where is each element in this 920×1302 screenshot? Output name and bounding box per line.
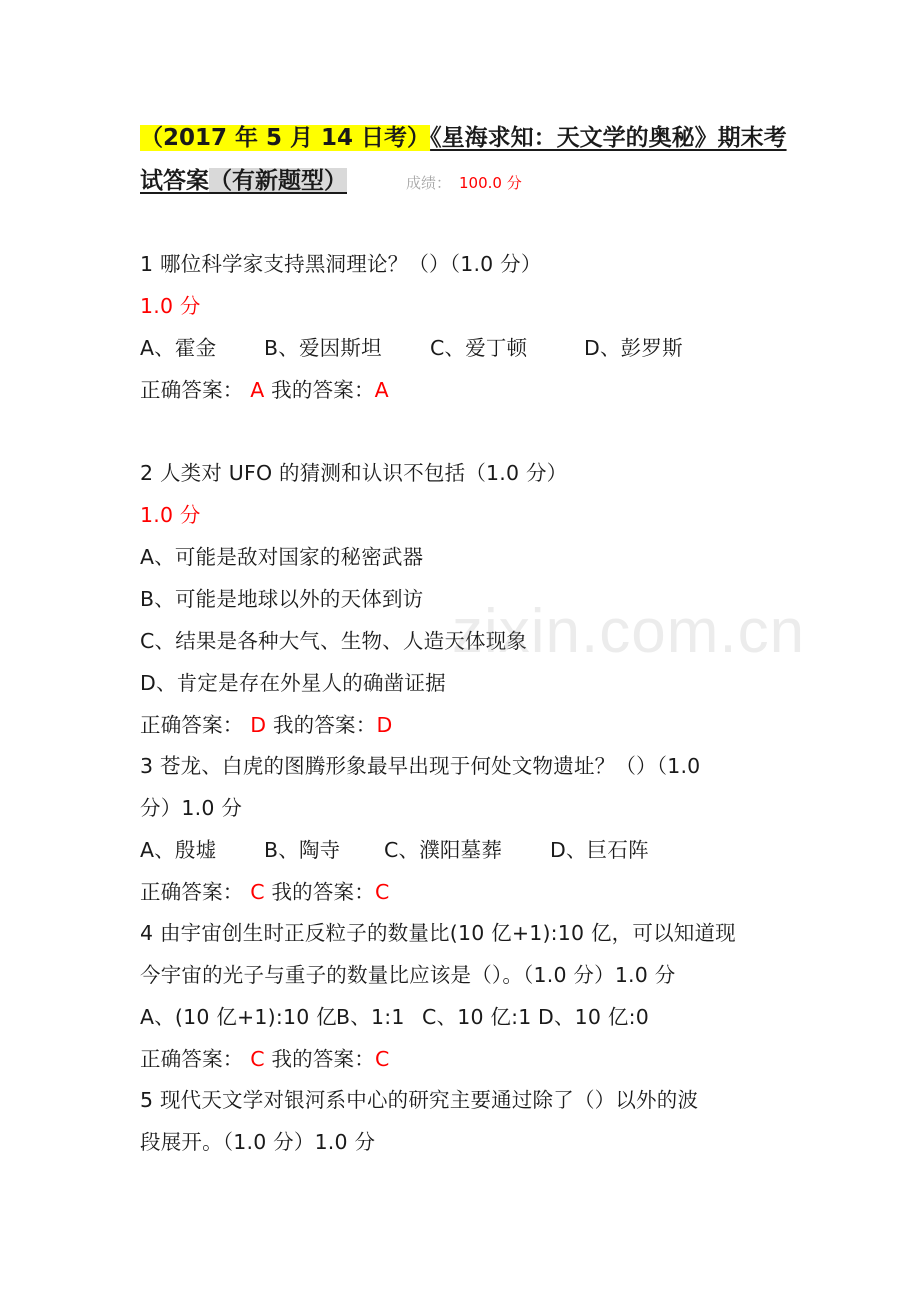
score-value: 100.0 分 xyxy=(459,174,522,192)
my-answer-label: 我的答案： xyxy=(271,880,375,904)
correct-answer-label: 正确答案： xyxy=(140,1047,244,1071)
my-answer-value: A xyxy=(374,378,389,402)
question-4-option-c: C、10 亿:1 xyxy=(422,1005,532,1029)
exam-date-highlight: （2017 年 5 月 14 日考） xyxy=(140,125,431,151)
question-1-option-a: A、霍金 xyxy=(140,336,217,360)
my-answer-value: D xyxy=(376,713,393,737)
correct-answer-label: 正确答案： xyxy=(140,378,244,402)
correct-answer-label: 正确答案： xyxy=(140,880,244,904)
question-2-stem: 2 人类对 UFO 的猜测和认识不包括（1.0 分） xyxy=(140,461,568,485)
question-3-option-a: A、殷墟 xyxy=(140,838,217,862)
question-5-stem-line-1: 5 现代天文学对银河系中心的研究主要通过除了（）以外的波 xyxy=(140,1088,699,1112)
question-2-points: 1.0 分 xyxy=(140,503,201,527)
question-1-option-b: B、爱因斯坦 xyxy=(264,336,382,360)
question-3-option-c: C、濮阳墓葬 xyxy=(384,838,503,862)
correct-answer-value: A xyxy=(250,378,265,402)
correct-answer-value: C xyxy=(250,1047,265,1071)
watermark: zixin.com.cn xyxy=(452,597,806,666)
question-3-option-d: D、巨石阵 xyxy=(550,838,649,862)
score-display xyxy=(406,172,522,193)
question-1-option-d: D、彭罗斯 xyxy=(584,336,683,360)
question-2-option-b: B、可能是地球以外的天体到访 xyxy=(140,587,424,611)
question-4-option-a: A、(10 亿+1):10 亿 xyxy=(140,1005,337,1029)
document-title: 《星海求知：天文学的奥秘》期末考 xyxy=(430,125,787,151)
question-2-answer xyxy=(140,710,392,740)
question-1-options xyxy=(140,333,683,363)
my-answer-label: 我的答案： xyxy=(271,378,375,402)
question-3-stem-line-2: 分）1.0 分 xyxy=(140,796,243,820)
question-4-stem-line-1: 4 由宇宙创生时正反粒子的数量比(10 亿+1):10 亿，可以知道现 xyxy=(140,921,736,945)
question-2-option-d: D、肯定是存在外星人的确凿证据 xyxy=(140,671,446,695)
question-3-answer xyxy=(140,877,389,907)
question-5-stem-line-2: 段展开。（1.0 分）1.0 分 xyxy=(140,1130,376,1154)
question-1-points: 1.0 分 xyxy=(140,294,201,318)
question-4-option-b: B、1:1 xyxy=(336,1005,405,1029)
document-title-line-1 xyxy=(140,122,787,154)
question-4-answer xyxy=(140,1044,389,1074)
my-answer-label: 我的答案： xyxy=(272,713,377,737)
question-1-option-c: C、爱丁顿 xyxy=(430,336,528,360)
document-title-line-2 xyxy=(140,165,347,197)
new-question-types-badge: （有新题型） xyxy=(209,168,347,194)
correct-answer-value: C xyxy=(250,880,265,904)
question-2-option-a: A、可能是敌对国家的秘密武器 xyxy=(140,545,424,569)
question-3-option-b: B、陶寺 xyxy=(264,838,341,862)
question-3-stem-line-1: 3 苍龙、白虎的图腾形象最早出现于何处文物遗址？（）（1.0 xyxy=(140,754,701,778)
question-1-stem: 1 哪位科学家支持黑洞理论？（）（1.0 分） xyxy=(140,252,542,276)
question-4-option-d: D、10 亿:0 xyxy=(538,1005,649,1029)
my-answer-value: C xyxy=(374,880,390,904)
question-1-answer xyxy=(140,375,389,405)
question-4-options xyxy=(140,1002,649,1032)
document-title-continued: 试答案 xyxy=(140,168,209,194)
my-answer-value: C xyxy=(374,1047,390,1071)
question-3-options xyxy=(140,835,649,865)
correct-answer-label: 正确答案： xyxy=(140,713,244,737)
score-label: 成绩： xyxy=(406,174,452,192)
question-2-option-c: C、结果是各种大气、生物、人造天体现象 xyxy=(140,629,528,653)
question-4-stem-line-2: 今宇宙的光子与重子的数量比应该是（）。（1.0 分）1.0 分 xyxy=(140,963,676,987)
correct-answer-value: D xyxy=(250,713,267,737)
my-answer-label: 我的答案： xyxy=(271,1047,375,1071)
